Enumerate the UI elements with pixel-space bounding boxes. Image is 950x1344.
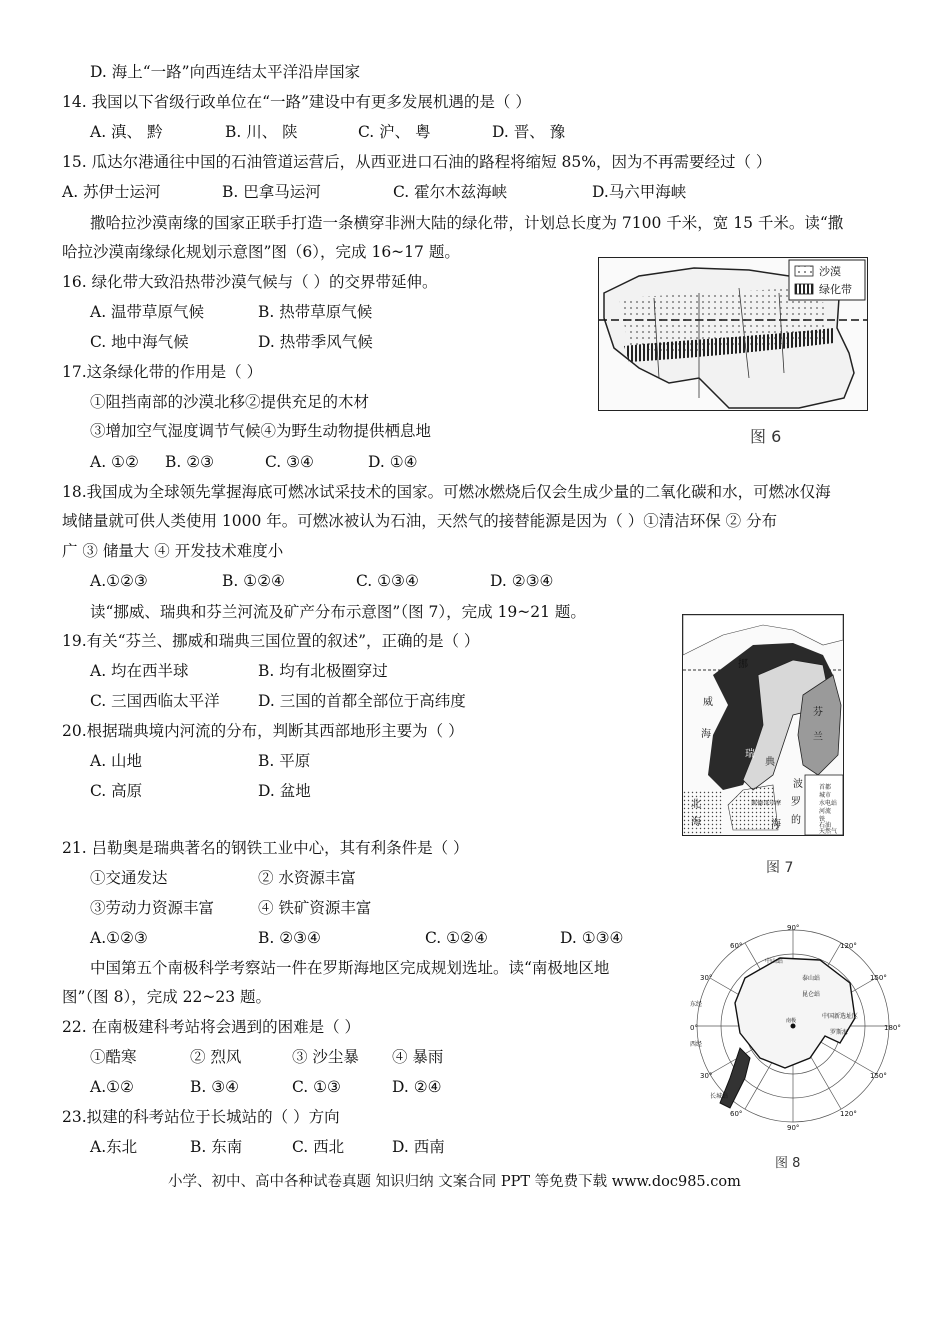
q19-option-a: A. 均在西半球 (90, 662, 189, 680)
figure-7-caption: 图 7 (766, 860, 794, 876)
q21-stem: 21. 吕勒奥是瑞典著名的钢铁工业中心，其有利条件是（ ） (62, 839, 469, 857)
q19-option-b: B. 均有北极圈穿过 (258, 662, 388, 680)
q16-stem: 16. 绿化带大致沿热带沙漠气候与（ ）的交界带延伸。 (62, 273, 438, 291)
label-rui: 瑞 (745, 749, 755, 760)
q17-option-b: B. ②③ (165, 453, 215, 471)
q17-option-c: C. ③④ (265, 453, 314, 471)
lon-label-60e: 60° (730, 942, 743, 950)
q14-option-a: A. 滇、 黔 (90, 123, 163, 141)
q16-option-c: C. 地中海气候 (90, 333, 189, 351)
q23-option-b: B. 东南 (190, 1138, 243, 1156)
label-north-sea-hai: 海 (691, 817, 701, 828)
q21-statement-3: ③劳动力资源丰富 (90, 899, 215, 917)
figure-8-caption: 图 8 (775, 1156, 801, 1171)
legend-desert-label: 沙漠 (819, 265, 841, 278)
label-west-longitude: 西经 (690, 1041, 703, 1048)
label-ross-sea: 罗斯海 (830, 1029, 849, 1036)
lon-label-150e: 150° (870, 974, 887, 982)
legend-oil: 石油 (819, 822, 832, 829)
q22-option-b: B. ③④ (190, 1078, 240, 1096)
q18-option-c: C. ①③④ (356, 572, 419, 590)
q23-option-c: C. 西北 (292, 1138, 345, 1156)
legend-iron: 铁 (819, 816, 826, 823)
q17-option-d: D. ①④ (368, 453, 418, 471)
q23-option-a: A.东北 (90, 1138, 138, 1156)
q15-option-a: A. 苏伊士运河 (62, 183, 161, 201)
q21-option-c: C. ①②④ (425, 929, 488, 947)
intro-22-23-line2: 图”（图 8），完成 22~23 题。 (62, 988, 272, 1006)
q23-stem: 23.拟建的科考站位于长城站的（ ）方向 (62, 1108, 340, 1126)
label-dian: 典 (765, 757, 775, 768)
q14-option-c: C. 沪、 粤 (358, 123, 431, 141)
q22-statement-2: ② 烈风 (190, 1048, 242, 1066)
lon-label-120e: 120° (840, 942, 857, 950)
q18-option-b: B. ①②④ (222, 572, 285, 590)
q16-option-d: D. 热带季风气候 (258, 333, 373, 351)
q22-statement-3: ③ 沙尘暴 (292, 1048, 359, 1066)
q21-statement-4: ④ 铁矿资源丰富 (258, 899, 372, 917)
lon-label-90w-bottom: 90° (787, 1124, 800, 1132)
legend-hydropower: 水电站 (819, 800, 838, 807)
label-wei: 威 (703, 697, 713, 708)
lon-label-90e-top: 90° (787, 924, 800, 932)
label-bo: 波 (793, 779, 803, 790)
q15-option-b: B. 巴拿马运河 (222, 183, 321, 201)
q20-option-d: D. 盆地 (258, 782, 311, 800)
q17-option-a: A. ①② (90, 453, 139, 471)
q16-option-b: B. 热带草原气候 (258, 303, 373, 321)
q19-option-c: C. 三国西临太平洋 (90, 692, 220, 710)
q15-option-c: C. 霍尔木兹海峡 (393, 183, 508, 201)
q18-option-a: A.①②③ (90, 572, 148, 590)
lon-label-180: 180° (884, 1024, 901, 1032)
lon-label-120w: 120° (840, 1110, 857, 1118)
q19-option-d: D. 三国的首都全部位于高纬度 (258, 692, 466, 710)
intro-16-17-line2: 哈拉沙漠南缘绿化规划示意图”图（6），完成 16~17 题。 (62, 243, 460, 261)
q22-statement-1: ①酷寒 (90, 1048, 137, 1066)
label-de: 的 (791, 815, 801, 826)
label-east-longitude: 东经 (690, 1001, 703, 1008)
legend-capital: 首都 (819, 784, 832, 791)
figure-8-antarctica-map (690, 918, 901, 1132)
label-kunlun: 昆仑站 (802, 991, 821, 998)
q20-option-b: B. 平原 (258, 752, 311, 770)
label-changcheng: 长城站 (710, 1093, 729, 1100)
legend-greenbelt-label: 绿化带 (819, 283, 852, 296)
q22-option-c: C. ①③ (292, 1078, 341, 1096)
lon-label-30e: 30° (700, 974, 713, 982)
q16-option-a: A. 温带草原气候 (90, 303, 205, 321)
q21-option-a: A.①②③ (90, 929, 148, 947)
label-zhongshan: 中山站 (765, 958, 784, 965)
label-south-pole: 南极 (786, 1018, 797, 1024)
q21-option-b: B. ②③④ (258, 929, 321, 947)
q18-stem-1: 18.我国成为全球领先掌握海底可燃冰试采技术的国家。可燃冰燃烧后仅会生成少量的二氧化碳和水，可燃冰仅海 (62, 483, 831, 501)
q18-stem-2: 域储量就可供人类使用 1000 年。可燃冰被认为石油，天然气的接替能源是因为（ ）①清洁环保 ② 分布 (62, 512, 778, 530)
label-fen: 芬 (813, 707, 823, 718)
q22-option-d: D. ②④ (392, 1078, 442, 1096)
label-baltic-hai: 海 (771, 819, 781, 830)
africa-map-svg (599, 258, 867, 410)
label-nuo: 挪 (738, 659, 748, 670)
q21-option-d: D. ①③④ (560, 929, 624, 947)
intro-19-21: 读“挪威、瑞典和芬兰河流及矿产分布示意图”（图 7），完成 19~21 题。 (90, 603, 586, 621)
legend-gas: 天然气 (819, 828, 838, 835)
q15-stem: 15. 瓜达尔港通往中国的石油管道运营后，从西亚进口石油的路程将缩短 85%，因为不再需要经过（ ） (62, 153, 772, 171)
q17-statements-1: ①阻挡南部的沙漠北移②提供充足的木材 (90, 393, 370, 411)
q13-option-d: D. 海上“一路”向西连结太平洋沿岸国家 (90, 63, 361, 81)
q22-option-a: A.①② (90, 1078, 134, 1096)
q17-stem: 17.这条绿化带的作用是（ ） (62, 363, 263, 381)
q14-option-d: D. 晋、 豫 (492, 123, 566, 141)
lon-label-30w: 30° (700, 1072, 713, 1080)
figure-7-nordic-map (682, 614, 844, 836)
q23-option-d: D. 西南 (392, 1138, 445, 1156)
label-new-site: 中国新选址区 (822, 1013, 859, 1020)
lon-label-60w: 60° (730, 1110, 743, 1118)
intro-16-17-line1: 撒哈拉沙漠南缘的国家正联手打造一条横穿非洲大陆的绿化带，计划总长度为 7100 千米，宽 15 千米。读“撒 (90, 214, 844, 232)
antarctica-map-svg (690, 918, 901, 1132)
q18-option-d: D. ②③④ (490, 572, 554, 590)
label-lan: 兰 (813, 732, 823, 743)
q17-statements-2: ③增加空气湿度调节气候④为野生动物提供栖息地 (90, 422, 432, 440)
label-stockholm: 斯德哥尔摩 (751, 800, 782, 807)
q21-statement-1: ①交通发达 (90, 869, 168, 887)
nordic-map-svg (683, 615, 843, 835)
q19-stem: 19.有关“芬兰、挪威和瑞典三国位置的叙述”，正确的是（ ） (62, 632, 480, 650)
q21-statement-2: ② 水资源丰富 (258, 869, 356, 887)
q20-option-c: C. 高原 (90, 782, 143, 800)
q20-stem: 20.根据瑞典境内河流的分布，判断其西部地形主要为（ ） (62, 722, 464, 740)
q14-option-b: B. 川、 陕 (225, 123, 298, 141)
q15-option-d: D.马六甲海峡 (592, 183, 687, 201)
legend-river: 河流 (819, 808, 832, 815)
q22-stem: 22. 在南极建科考站将会遇到的困难是（ ） (62, 1018, 361, 1036)
label-bei: 北 (691, 799, 701, 810)
figure-6-africa-map (598, 257, 868, 411)
q14-stem: 14. 我国以下省级行政单位在“一路”建设中有更多发展机遇的是（ ） (62, 93, 531, 111)
figure-6-caption: 图 6 (750, 427, 782, 446)
label-taishan: 泰山站 (802, 975, 821, 982)
lon-label-150w: 150° (870, 1072, 887, 1080)
intro-22-23-line1: 中国第五个南极科学考察站一件在罗斯海地区完成规划选址。读“南极地区地 (90, 959, 610, 977)
q20-option-a: A. 山地 (90, 752, 143, 770)
lon-label-0: 0° (690, 1024, 698, 1032)
label-hai: 海 (701, 729, 711, 740)
legend-city: 城市 (819, 792, 832, 799)
footer-text: 小学、初中、高中各种试卷真题 知识归纳 文案合同 PPT 等免费下载 www.doc985.com (168, 1174, 741, 1190)
q18-stem-3: 广 ③ 储量大 ④ 开发技术难度小 (62, 542, 284, 560)
q22-statement-4: ④ 暴雨 (392, 1048, 444, 1066)
label-luo: 罗 (791, 797, 801, 808)
